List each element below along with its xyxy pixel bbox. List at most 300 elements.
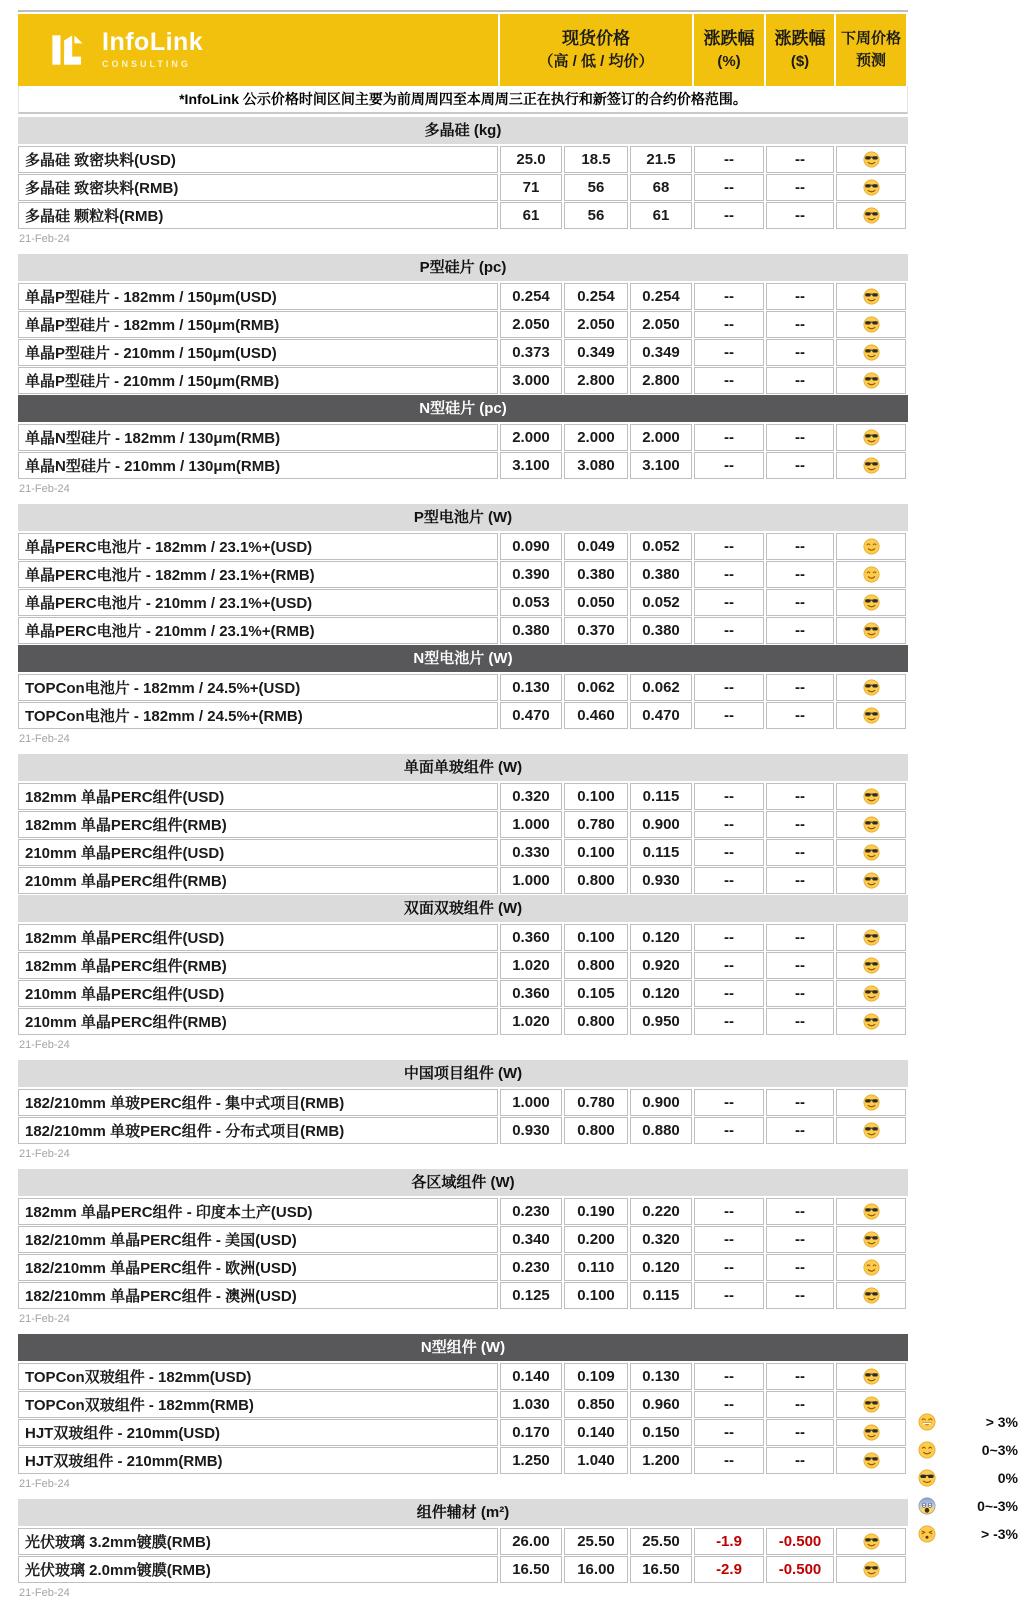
table-row: [18, 1198, 908, 1225]
section-group: [18, 1169, 908, 1325]
sunglasses-face-icon: [863, 457, 880, 474]
section-group: [18, 1499, 908, 1599]
price-low: 56: [564, 202, 628, 229]
price-low: 0.380: [564, 561, 628, 588]
price-avg: 2.800: [630, 367, 692, 394]
price-avg: 0.115: [630, 1282, 692, 1309]
price-high: 1.020: [500, 1008, 562, 1035]
price-low: 2.800: [564, 367, 628, 394]
price-high: 25.0: [500, 146, 562, 173]
price-high: 16.50: [500, 1556, 562, 1583]
forecast-cell: [836, 452, 906, 479]
forecast-cell: [836, 702, 906, 729]
change-usd: --: [766, 702, 834, 729]
row-label: 210mm 单晶PERC组件(USD): [18, 980, 498, 1007]
price-low: 0.062: [564, 674, 628, 701]
change-usd: --: [766, 952, 834, 979]
table-row: [18, 1226, 908, 1253]
forecast-cell: [836, 589, 906, 616]
table-row: [18, 174, 908, 201]
row-label: 210mm 单晶PERC组件(RMB): [18, 1008, 498, 1035]
table-row: [18, 1254, 908, 1281]
section-header: N型硅片 (pc): [18, 395, 908, 422]
row-label: 多晶硅 颗粒料(RMB): [18, 202, 498, 229]
price-high: 0.130: [500, 674, 562, 701]
change-pct: --: [694, 1226, 764, 1253]
price-high: 0.053: [500, 589, 562, 616]
forecast-cell: [836, 1556, 906, 1583]
price-high: 0.360: [500, 924, 562, 951]
price-avg: 3.100: [630, 452, 692, 479]
sunglasses-face-icon: [863, 316, 880, 333]
column-header-change-usd: 涨跌幅 ($): [766, 14, 834, 86]
sunglasses-face-icon: [863, 1368, 880, 1385]
change-usd: --: [766, 589, 834, 616]
change-usd: --: [766, 367, 834, 394]
change-pct: --: [694, 146, 764, 173]
change-pct: --: [694, 533, 764, 560]
sunglasses-face-icon: [863, 788, 880, 805]
sunglasses-face-icon: [863, 372, 880, 389]
forecast-cell: [836, 1117, 906, 1144]
column-header-spot-price: 现货价格 （高 / 低 / 均价）: [500, 14, 692, 86]
change-usd: --: [766, 867, 834, 894]
price-low: 0.800: [564, 1008, 628, 1035]
price-high: 0.373: [500, 339, 562, 366]
price-avg: 0.150: [630, 1419, 692, 1446]
price-high: 3.000: [500, 367, 562, 394]
change-pct: --: [694, 339, 764, 366]
legend-item: [918, 1492, 1018, 1520]
brand-name: InfoLink: [102, 27, 204, 56]
price-high: 1.000: [500, 811, 562, 838]
price-low: 0.349: [564, 339, 628, 366]
forecast-cell: [836, 424, 906, 451]
forecast-cell: [836, 1254, 906, 1281]
section-group: [18, 117, 908, 245]
price-high: 0.254: [500, 283, 562, 310]
price-avg: 0.052: [630, 533, 692, 560]
table-row: [18, 1282, 908, 1309]
price-high: 0.090: [500, 533, 562, 560]
sunglasses-face-icon: [863, 179, 880, 196]
change-usd: --: [766, 1226, 834, 1253]
price-high: 0.340: [500, 1226, 562, 1253]
price-low: 25.50: [564, 1528, 628, 1555]
change-usd: --: [766, 533, 834, 560]
price-avg: 0.880: [630, 1117, 692, 1144]
price-high: 0.380: [500, 617, 562, 644]
row-label: 182mm 单晶PERC组件 - 印度本土产(USD): [18, 1198, 498, 1225]
sunglasses-face-icon: [863, 816, 880, 833]
forecast-cell: [836, 839, 906, 866]
price-high: 0.470: [500, 702, 562, 729]
price-high: 26.00: [500, 1528, 562, 1555]
row-label: TOPCon双玻组件 - 182mm(USD): [18, 1363, 498, 1390]
sunglasses-face-icon: [863, 1396, 880, 1413]
change-usd: --: [766, 202, 834, 229]
change-usd: --: [766, 1198, 834, 1225]
price-low: 18.5: [564, 146, 628, 173]
column-header-forecast: 下周价格 预测: [836, 14, 906, 86]
price-high: 1.000: [500, 1089, 562, 1116]
price-avg: 0.220: [630, 1198, 692, 1225]
brand-subtitle: CONSULTING: [102, 58, 191, 69]
price-avg: 0.950: [630, 1008, 692, 1035]
section-group: [18, 504, 908, 745]
change-usd: --: [766, 839, 834, 866]
forecast-cell: [836, 1008, 906, 1035]
smiling-face-icon: [918, 1441, 936, 1459]
price-avg: 25.50: [630, 1528, 692, 1555]
smiling-face-icon: [863, 1259, 880, 1276]
table-row: [18, 1391, 908, 1418]
legend-item: [918, 1520, 1018, 1548]
table-row: [18, 1447, 908, 1474]
sunglasses-face-icon: [863, 929, 880, 946]
change-usd: -0.500: [766, 1528, 834, 1555]
report-sheet: [18, 10, 908, 1608]
sunglasses-face-icon: [863, 151, 880, 168]
price-avg: 0.900: [630, 1089, 692, 1116]
price-low: 1.040: [564, 1447, 628, 1474]
price-low: 0.100: [564, 1282, 628, 1309]
price-low: 0.190: [564, 1198, 628, 1225]
sunglasses-face-icon: [863, 1231, 880, 1248]
row-label: 单晶PERC电池片 - 182mm / 23.1%+(USD): [18, 533, 498, 560]
row-label: 单晶PERC电池片 - 182mm / 23.1%+(RMB): [18, 561, 498, 588]
row-label: 单晶P型硅片 - 210mm / 150μm(RMB): [18, 367, 498, 394]
change-pct: --: [694, 1008, 764, 1035]
price-high: 2.050: [500, 311, 562, 338]
price-low: 0.800: [564, 867, 628, 894]
price-low: 0.800: [564, 1117, 628, 1144]
row-label: 单晶N型硅片 - 210mm / 130μm(RMB): [18, 452, 498, 479]
price-high: 1.030: [500, 1391, 562, 1418]
price-avg: 0.130: [630, 1363, 692, 1390]
change-usd: --: [766, 674, 834, 701]
price-low: 0.050: [564, 589, 628, 616]
sunglasses-face-icon: [863, 207, 880, 224]
price-low: 0.100: [564, 783, 628, 810]
change-usd: --: [766, 174, 834, 201]
infolink-logo-icon: [48, 27, 92, 73]
change-pct: --: [694, 867, 764, 894]
top-divider: [18, 10, 908, 12]
change-pct: --: [694, 952, 764, 979]
price-avg: 0.115: [630, 783, 692, 810]
change-pct: --: [694, 1447, 764, 1474]
forecast-cell: [836, 867, 906, 894]
price-avg: 0.120: [630, 980, 692, 1007]
change-usd: --: [766, 811, 834, 838]
sunglasses-face-icon: [863, 344, 880, 361]
change-usd: --: [766, 980, 834, 1007]
table-row: [18, 533, 908, 560]
price-high: 0.170: [500, 1419, 562, 1446]
price-avg: 0.920: [630, 952, 692, 979]
row-label: 单晶PERC电池片 - 210mm / 23.1%+(RMB): [18, 617, 498, 644]
column-header-change-pct: 涨跌幅 (%): [694, 14, 764, 86]
forecast-cell: [836, 1419, 906, 1446]
change-usd: --: [766, 783, 834, 810]
price-table-body: [18, 117, 908, 1599]
sunglasses-face-icon: [863, 985, 880, 1002]
forecast-cell: [836, 783, 906, 810]
price-avg: 0.052: [630, 589, 692, 616]
section-header: 双面双玻组件 (W): [18, 895, 908, 922]
price-low: 0.105: [564, 980, 628, 1007]
price-avg: 0.380: [630, 617, 692, 644]
change-pct: --: [694, 617, 764, 644]
row-label: 光伏玻璃 3.2mm镀膜(RMB): [18, 1528, 498, 1555]
row-label: 182/210mm 单玻PERC组件 - 分布式项目(RMB): [18, 1117, 498, 1144]
table-header: [18, 14, 908, 86]
section-header: 多晶硅 (kg): [18, 117, 908, 144]
row-label: 单晶PERC电池片 - 210mm / 23.1%+(USD): [18, 589, 498, 616]
legend-item: [918, 1436, 1018, 1464]
row-label: 182/210mm 单晶PERC组件 - 澳洲(USD): [18, 1282, 498, 1309]
forecast-cell: [836, 952, 906, 979]
row-label: 182/210mm 单晶PERC组件 - 美国(USD): [18, 1226, 498, 1253]
price-low: 0.370: [564, 617, 628, 644]
table-row: [18, 839, 908, 866]
group-date: 21-Feb-24: [19, 1313, 70, 1325]
sunglasses-face-icon: [863, 1122, 880, 1139]
change-usd: --: [766, 1391, 834, 1418]
sunglasses-face-icon: [863, 1013, 880, 1030]
change-usd: --: [766, 1447, 834, 1474]
price-high: 0.140: [500, 1363, 562, 1390]
screaming-face-icon: [918, 1497, 936, 1515]
section-header: 单面单玻组件 (W): [18, 754, 908, 781]
change-pct: --: [694, 174, 764, 201]
change-pct: --: [694, 839, 764, 866]
sunglasses-face-icon: [918, 1469, 936, 1487]
forecast-cell: [836, 1447, 906, 1474]
table-row: [18, 980, 908, 1007]
change-pct: --: [694, 367, 764, 394]
table-row: [18, 811, 908, 838]
row-label: TOPCon电池片 - 182mm / 24.5%+(RMB): [18, 702, 498, 729]
group-date: 21-Feb-24: [19, 1148, 70, 1160]
price-avg: 0.062: [630, 674, 692, 701]
change-pct: --: [694, 783, 764, 810]
price-high: 0.360: [500, 980, 562, 1007]
price-high: 0.230: [500, 1198, 562, 1225]
group-date: 21-Feb-24: [19, 1587, 70, 1599]
section-header: N型电池片 (W): [18, 645, 908, 672]
price-avg: 21.5: [630, 146, 692, 173]
section-group: [18, 1060, 908, 1160]
distressed-face-icon: [918, 1525, 936, 1543]
table-row: [18, 1528, 908, 1555]
change-pct: --: [694, 452, 764, 479]
change-usd: --: [766, 1117, 834, 1144]
change-pct: --: [694, 202, 764, 229]
forecast-cell: [836, 1391, 906, 1418]
price-high: 3.100: [500, 452, 562, 479]
price-low: 0.254: [564, 283, 628, 310]
forecast-cell: [836, 1363, 906, 1390]
change-pct: --: [694, 1391, 764, 1418]
table-row: [18, 674, 908, 701]
price-high: 1.250: [500, 1447, 562, 1474]
section-group: [18, 1334, 908, 1490]
price-high: 0.125: [500, 1282, 562, 1309]
legend-item: [918, 1408, 1018, 1436]
table-row: [18, 1117, 908, 1144]
group-date: 21-Feb-24: [19, 733, 70, 745]
forecast-cell: [836, 980, 906, 1007]
price-high: 0.390: [500, 561, 562, 588]
price-avg: 1.200: [630, 1447, 692, 1474]
smiling-face-icon: [863, 538, 880, 555]
row-label: 182mm 单晶PERC组件(RMB): [18, 952, 498, 979]
row-label: 光伏玻璃 2.0mm镀膜(RMB): [18, 1556, 498, 1583]
price-low: 0.460: [564, 702, 628, 729]
row-label: 多晶硅 致密块料(USD): [18, 146, 498, 173]
price-high: 0.930: [500, 1117, 562, 1144]
change-pct: --: [694, 702, 764, 729]
section-header: P型硅片 (pc): [18, 254, 908, 281]
price-high: 0.230: [500, 1254, 562, 1281]
price-avg: 61: [630, 202, 692, 229]
forecast-cell: [836, 811, 906, 838]
price-high: 0.320: [500, 783, 562, 810]
table-row: [18, 952, 908, 979]
price-avg: 2.050: [630, 311, 692, 338]
legend-label: > 3%: [985, 1414, 1018, 1430]
price-avg: 0.120: [630, 924, 692, 951]
change-pct: --: [694, 1363, 764, 1390]
table-row: [18, 867, 908, 894]
price-low: 2.000: [564, 424, 628, 451]
change-pct: --: [694, 1117, 764, 1144]
forecast-cell: [836, 146, 906, 173]
row-label: 182mm 单晶PERC组件(USD): [18, 924, 498, 951]
change-pct: --: [694, 283, 764, 310]
change-usd: -0.500: [766, 1556, 834, 1583]
price-low: 0.100: [564, 924, 628, 951]
group-date: 21-Feb-24: [19, 233, 70, 245]
change-pct: --: [694, 811, 764, 838]
price-low: 0.109: [564, 1363, 628, 1390]
forecast-cell: [836, 174, 906, 201]
sunglasses-face-icon: [863, 1203, 880, 1220]
table-row: [18, 561, 908, 588]
forecast-cell: [836, 367, 906, 394]
table-row: [18, 452, 908, 479]
table-row: [18, 1556, 908, 1583]
table-row: [18, 702, 908, 729]
forecast-cell: [836, 533, 906, 560]
change-pct: --: [694, 980, 764, 1007]
forecast-cell: [836, 924, 906, 951]
row-label: HJT双玻组件 - 210mm(RMB): [18, 1447, 498, 1474]
change-pct: --: [694, 1089, 764, 1116]
section-group: [18, 254, 908, 495]
change-usd: --: [766, 561, 834, 588]
sunglasses-face-icon: [863, 1094, 880, 1111]
table-row: [18, 924, 908, 951]
table-row: [18, 202, 908, 229]
forecast-cell: [836, 339, 906, 366]
change-pct: -1.9: [694, 1528, 764, 1555]
sunglasses-face-icon: [863, 1424, 880, 1441]
change-usd: --: [766, 1008, 834, 1035]
sunglasses-face-icon: [863, 872, 880, 889]
price-low: 0.200: [564, 1226, 628, 1253]
table-row: [18, 1419, 908, 1446]
row-label: 210mm 单晶PERC组件(RMB): [18, 867, 498, 894]
price-high: 1.020: [500, 952, 562, 979]
grinning-face-icon: [918, 1413, 936, 1431]
forecast-cell: [836, 617, 906, 644]
table-row: [18, 1363, 908, 1390]
table-row: [18, 589, 908, 616]
price-avg: 0.254: [630, 283, 692, 310]
sunglasses-face-icon: [863, 1287, 880, 1304]
price-period-note: *InfoLink 公示价格时间区间主要为前周周四至本周周三正在执行和新签订的合约价格范围。: [18, 86, 908, 114]
row-label: TOPCon双玻组件 - 182mm(RMB): [18, 1391, 498, 1418]
forecast-cell: [836, 1226, 906, 1253]
legend-label: 0~-3%: [977, 1498, 1018, 1514]
sunglasses-face-icon: [863, 957, 880, 974]
price-low: 0.140: [564, 1419, 628, 1446]
sunglasses-face-icon: [863, 429, 880, 446]
sunglasses-face-icon: [863, 288, 880, 305]
section-header: 组件辅材 (m²): [18, 1499, 908, 1526]
price-avg: 0.320: [630, 1226, 692, 1253]
price-high: 61: [500, 202, 562, 229]
logo-cell: [18, 14, 498, 86]
change-pct: --: [694, 1198, 764, 1225]
change-pct: --: [694, 589, 764, 616]
row-label: HJT双玻组件 - 210mm(USD): [18, 1419, 498, 1446]
legend-label: 0~3%: [981, 1442, 1018, 1458]
price-avg: 0.115: [630, 839, 692, 866]
table-row: [18, 617, 908, 644]
change-usd: --: [766, 1282, 834, 1309]
row-label: 182mm 单晶PERC组件(RMB): [18, 811, 498, 838]
sunglasses-face-icon: [863, 622, 880, 639]
change-usd: --: [766, 1254, 834, 1281]
group-date: 21-Feb-24: [19, 1039, 70, 1051]
change-pct: --: [694, 674, 764, 701]
legend-item: [918, 1464, 1018, 1492]
row-label: 182/210mm 单玻PERC组件 - 集中式项目(RMB): [18, 1089, 498, 1116]
price-low: 0.100: [564, 839, 628, 866]
price-low: 0.850: [564, 1391, 628, 1418]
price-low: 3.080: [564, 452, 628, 479]
change-pct: --: [694, 1282, 764, 1309]
forecast-cell: [836, 283, 906, 310]
row-label: 单晶P型硅片 - 210mm / 150μm(USD): [18, 339, 498, 366]
table-row: [18, 367, 908, 394]
price-avg: 68: [630, 174, 692, 201]
sunglasses-face-icon: [863, 1452, 880, 1469]
price-low: 16.00: [564, 1556, 628, 1583]
forecast-cell: [836, 311, 906, 338]
legend-label: 0%: [997, 1470, 1018, 1486]
table-row: [18, 1089, 908, 1116]
row-label: 182mm 单晶PERC组件(USD): [18, 783, 498, 810]
price-low: 0.049: [564, 533, 628, 560]
price-avg: 0.470: [630, 702, 692, 729]
change-pct: --: [694, 1419, 764, 1446]
price-high: 1.000: [500, 867, 562, 894]
